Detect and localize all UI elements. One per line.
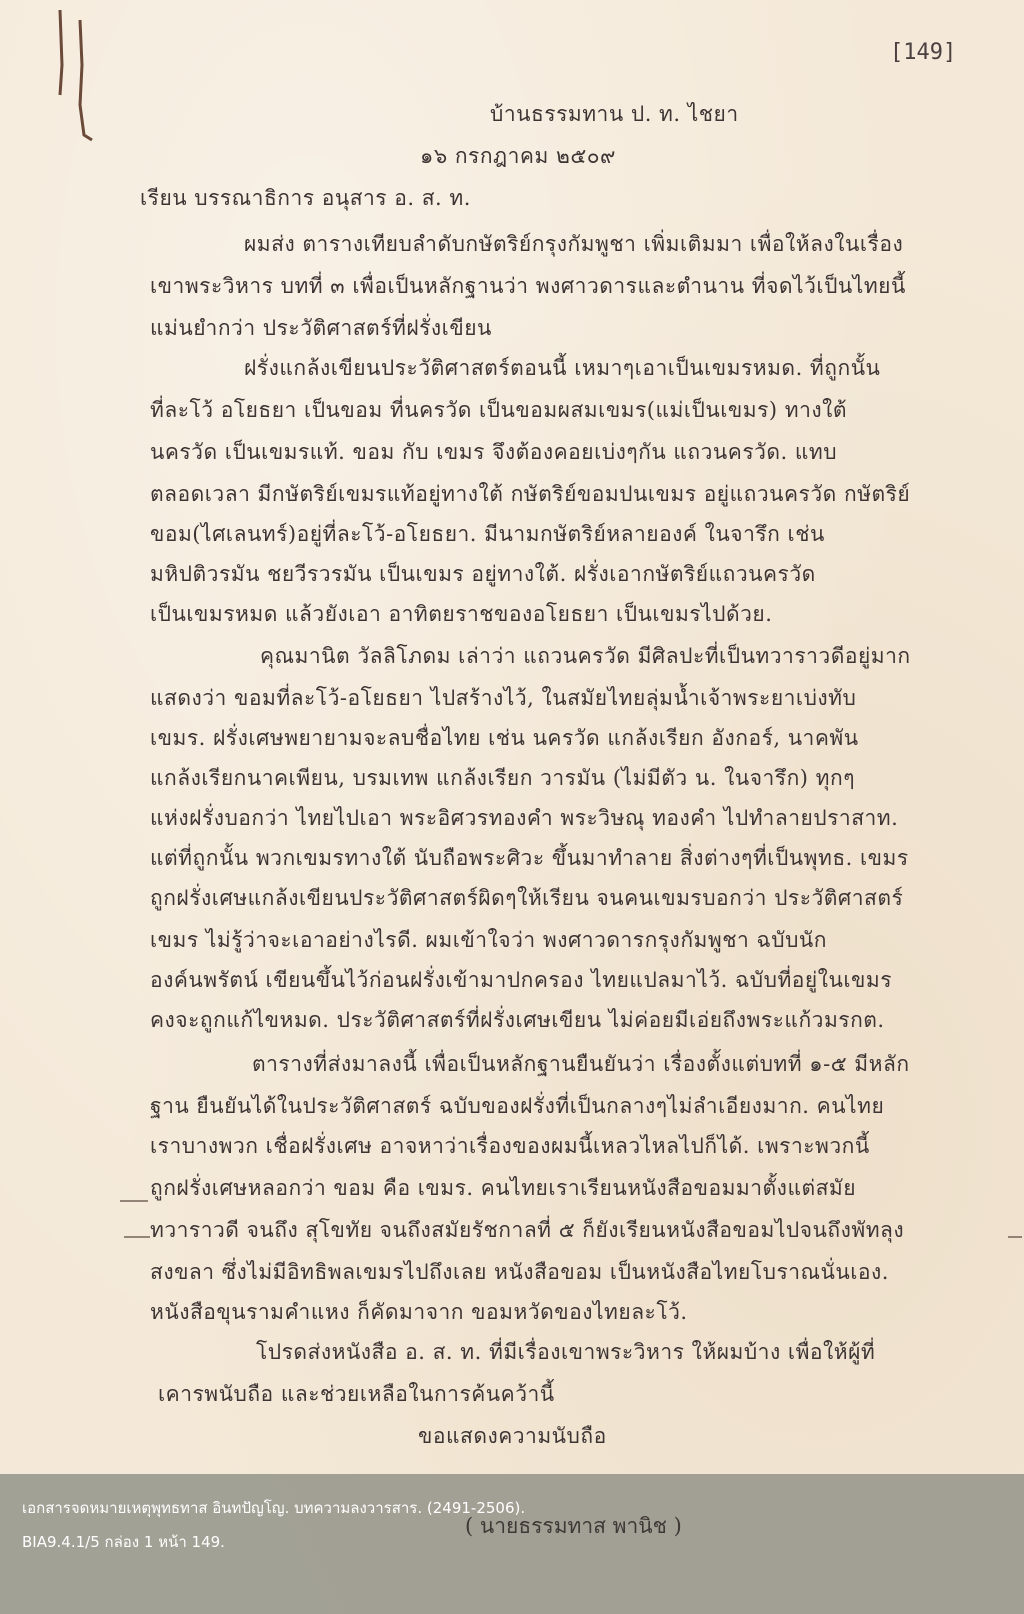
letter-place: บ้านธรรมทาน ป. ท. ไชยา: [490, 102, 739, 126]
margin-mark: [124, 1236, 150, 1238]
letter-date: ๑๖ กรกฎาคม ๒๕๐๙: [420, 144, 616, 168]
body-line: แต่ที่ถูกนั้น พวกเขมรทางใต้ นับถือพระศิวะ ขึ้นมาทำลาย สิ่งต่างๆที่เป็นพุทธ. เขมร: [150, 846, 909, 870]
body-line: ขอม(ไศเลนทร์)อยู่ที่ละโว้-อโยธยา. มีนามกษัตริย์หลายองค์ ในจารึก เช่น: [150, 522, 825, 546]
body-line: เป็นเขมรหมด แล้วยังเอา อาทิตยราชของอโยธยา เป็นเขมรไปด้วย.: [150, 602, 773, 626]
body-line: โปรดส่งหนังสือ อ. ส. ท. ที่มีเรื่องเขาพระวิหาร ให้ผมบ้าง เพื่อให้ผู้ที่: [256, 1340, 876, 1364]
body-line: นครวัด เป็นเขมรแท้. ขอม กับ เขมร จึงต้องคอยเบ่งๆกัน แถวนครวัด. แทบ: [150, 440, 838, 464]
body-line: เขาพระวิหาร บทที่ ๓ เพื่อเป็นหลักฐานว่า พงศาวดารและตำนาน ที่จดไว้เป็นไทยนี้: [150, 274, 906, 298]
body-line: สงขลา ซึ่งไม่มีอิทธิพลเขมรไปถึงเลย หนังสือขอม เป็นหนังสือไทยโบราณนั่นเอง.: [150, 1260, 889, 1284]
body-line: ตารางที่ส่งมาลงนี้ เพื่อเป็นหลักฐานยืนยันว่า เรื่องตั้งแต่บทที่ ๑-๕ มีหลัก: [252, 1052, 910, 1076]
body-line: แห่งฝรั่งบอกว่า ไทยไปเอา พระอิศวรทองคำ พระวิษณุ ทองคำ ไปทำลายปราสาท.: [150, 806, 899, 830]
caption-bar: [0, 1474, 1024, 1614]
letter-closing: ขอแสดงความนับถือ: [418, 1424, 607, 1448]
body-line: ทวาราวดี จนถึง สุโขทัย จนถึงสมัยรัชกาลที่ ๕ ก็ยังเรียนหนังสือขอมไปจนถึงพัทลุง: [150, 1218, 905, 1242]
pen-mark: [50, 5, 110, 145]
letter-signature: ( นายธรรมทาส พานิช ): [465, 1514, 682, 1538]
body-line: แกล้งเรียกนาคเพียน, บรมเทพ แกล้งเรียก วารมัน (ไม่มีตัว น. ในจารึก) ทุกๆ: [150, 766, 855, 790]
body-line: ตลอดเวลา มีกษัตริย์เขมรแท้อยู่ทางใต้ กษัตริย์ขอมปนเขมร อยู่แถวนครวัด กษัตริย์: [150, 482, 911, 506]
body-line: ฝรั่งแกล้งเขียนประวัติศาสตร์ตอนนี้ เหมาๆเอาเป็นเขมรหมด. ที่ถูกนั้น: [244, 356, 881, 380]
body-line: เขมร. ฝรั่งเศษพยายามจะลบชื่อไทย เช่น นครวัด แกล้งเรียก อังกอร์, นาคพัน: [150, 726, 859, 750]
body-line: ถูกฝรั่งเศษแกล้งเขียนประวัติศาสตร์ผิดๆให้เรียน จนคนเขมรบอกว่า ประวัติศาสตร์: [150, 886, 904, 910]
body-line: เราบางพวก เชื่อฝรั่งเศษ อาจหาว่าเรื่องของผมนี้เหลวไหลไปก็ได้. เพราะพวกนี้: [150, 1134, 870, 1158]
margin-mark: [1008, 1236, 1022, 1238]
body-line: หนังสือขุนรามคำแหง ก็คัดมาจาก ขอมหวัดของไทยละโว้.: [150, 1300, 688, 1324]
letter-salutation: เรียน บรรณาธิการ อนุสาร อ. ส. ท.: [140, 186, 471, 210]
body-line: มหิปติวรมัน ชยวีรวรมัน เป็นเขมร อยู่ทางใต้. ฝรั่งเอากษัตริย์แถวนครวัด: [150, 562, 816, 586]
body-line: ถูกฝรั่งเศษหลอกว่า ขอม คือ เขมร. คนไทยเราเรียนหนังสือขอมมาตั้งแต่สมัย: [150, 1176, 857, 1200]
body-line: คุณมานิต วัลลิโภดม เล่าว่า แถวนครวัด มีศิลปะที่เป็นทวาราวดีอยู่มาก: [260, 644, 911, 668]
caption-title: เอกสารจดหมายเหตุพุทธทาส อินทปัญโญ. บทความลงวารสาร. (2491-2506).: [22, 1499, 526, 1517]
page-number-mark: [149]: [890, 40, 957, 65]
body-line: แสดงว่า ขอมที่ละโว้-อโยธยา ไปสร้างไว้, ในสมัยไทยลุ่มน้ำเจ้าพระยาเบ่งทับ: [150, 686, 857, 710]
body-line: คงจะถูกแก้ไขหมด. ประวัติศาสตร์ที่ฝรั่งเศษเขียน ไม่ค่อยมีเอ่ยถึงพระแก้วมรกต.: [150, 1008, 885, 1032]
body-line: ผมส่ง ตารางเทียบลำดับกษัตริย์กรุงกัมพูชา เพิ่มเติมมา เพื่อให้ลงในเรื่อง: [244, 232, 904, 256]
body-line: แม่นยำกว่า ประวัติศาสตร์ที่ฝรั่งเขียน: [150, 316, 492, 340]
body-line: เขมร ไม่รู้ว่าจะเอาอย่างไรดี. ผมเข้าใจว่า พงศาวดารกรุงกัมพูชา ฉบับนัก: [150, 928, 827, 952]
margin-mark: [120, 1200, 148, 1202]
caption-reference: BIA9.4.1/5 กล่อง 1 หน้า 149.: [22, 1533, 225, 1551]
body-line: องค์นพรัตน์ เขียนขึ้นไว้ก่อนฝรั่งเข้ามาปกครอง ไทยแปลมาไว้. ฉบับที่อยู่ในเขมร: [150, 968, 892, 992]
body-line: เคารพนับถือ และช่วยเหลือในการค้นคว้านี้: [158, 1382, 555, 1406]
body-line: ฐาน ยืนยันได้ในประวัติศาสตร์ ฉบับของฝรั่งที่เป็นกลางๆไม่ลำเอียงมาก. คนไทย: [150, 1094, 885, 1118]
body-line: ที่ละโว้ อโยธยา เป็นขอม ที่นครวัด เป็นขอมผสมเขมร(แม่เป็นเขมร) ทางใต้: [150, 398, 848, 422]
